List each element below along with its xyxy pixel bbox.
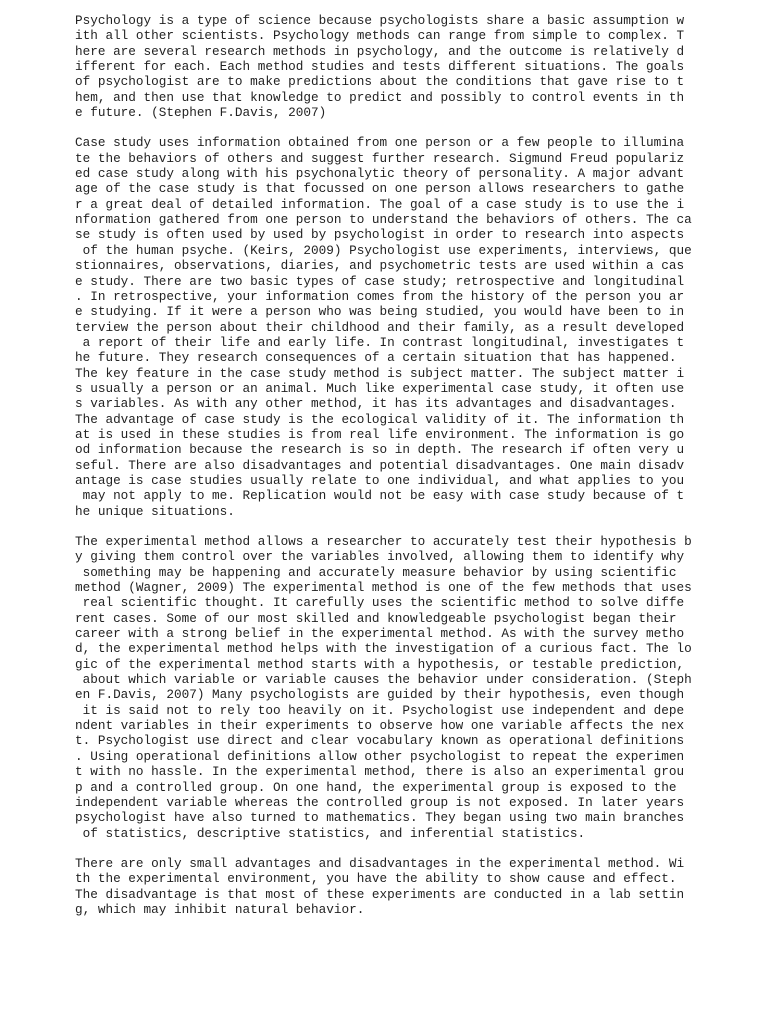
text-line: stionnaires, observations, diaries, and psychometric tests are used within a cas (75, 258, 685, 274)
text-line: independent variable whereas the controlled group is not exposed. In later years (75, 794, 685, 810)
paragraph-experimental-method (75, 534, 695, 841)
text-line: ed case study along with his psychonalytic theory of personality. A major advant (75, 166, 685, 182)
text-line: of statistics, descriptive statistics, and inferential statistics. (75, 825, 586, 841)
text-line: he unique situations. (75, 503, 235, 519)
text-line: about which variable or variable causes the behavior under consideration. (Steph (75, 672, 692, 688)
text-line: The advantage of case study is the ecological validity of it. The information th (75, 411, 685, 427)
text-line: rent cases. Some of our most skilled and knowledgeable psychologist began their (75, 610, 677, 626)
text-line: age of the case study is that focussed on one person allows researchers to gathe (75, 181, 685, 197)
text-line: g, which may inhibit natural behavior. (75, 901, 365, 917)
text-line: of the human psyche. (Keirs, 2009) Psychologist use experiments, interviews, que (75, 242, 692, 258)
text-line: en F.Davis, 2007) Many psychologists are guided by their hypothesis, even though (75, 687, 685, 703)
text-line: psychologist have also turned to mathematics. They began using two main branches (75, 810, 685, 826)
text-line: here are several research methods in psychology, and the outcome is relatively d (75, 43, 685, 59)
text-line: antage is case studies usually relate to one individual, and what applies to you (75, 472, 685, 488)
text-line: of psychologist are to make predictions about the conditions that gave rise to t (75, 74, 685, 90)
text-line: y giving them control over the variables involved, allowing them to identify why (75, 549, 685, 565)
text-line: od information because the research is so in depth. The research if often very u (75, 442, 685, 458)
text-line: e future. (Stephen F.Davis, 2007) (75, 105, 327, 121)
text-line: ith all other scientists. Psychology methods can range from simple to complex. T (75, 28, 685, 44)
text-line: . Using operational definitions allow other psychologist to repeat the experimen (75, 748, 685, 764)
text-line: t with no hassle. In the experimental method, there is also an experimental grou (75, 764, 685, 780)
text-line: it is said not to rely too heavily on it. Psychologist use independent and depe (75, 702, 685, 718)
text-line: r a great deal of detailed information. The goal of a case study is to use the i (75, 196, 685, 212)
text-line: p and a controlled group. On one hand, the experimental group is exposed to the (75, 779, 677, 795)
text-line: method (Wagner, 2009) The experimental method is one of the few methods that uses (75, 580, 692, 596)
text-line: There are only small advantages and disadvantages in the experimental method. Wi (75, 855, 685, 871)
paragraph-advantages (75, 856, 695, 917)
text-line: s usually a person or an animal. Much like experimental case study, it often use (75, 380, 685, 396)
document-page (75, 13, 695, 917)
text-line: gic of the experimental method starts with a hypothesis, or testable prediction, (75, 656, 685, 672)
paragraph-case-study (75, 135, 695, 519)
text-line: ifferent for each. Each method studies and tests different situations. The goals (75, 59, 685, 75)
text-line: The key feature in the case study method is subject matter. The subject matter i (75, 365, 685, 381)
text-line: t. Psychologist use direct and clear vocabulary known as operational definitions (75, 733, 685, 749)
text-line: hem, and then use that knowledge to predict and possibly to control events in th (75, 89, 685, 105)
text-line: Case study uses information obtained from one person or a few people to illumina (75, 135, 685, 151)
paragraph-intro (75, 13, 695, 120)
text-line: seful. There are also disadvantages and potential disadvantages. One main disadv (75, 457, 685, 473)
text-line: nformation gathered from one person to understand the behaviors of others. The ca (75, 212, 692, 228)
text-line: at is used in these studies is from real life environment. The information is go (75, 426, 685, 442)
text-line: career with a strong belief in the experimental method. As with the survey metho (75, 626, 685, 642)
text-line: se study is often used by used by psychologist in order to research into aspects (75, 227, 685, 243)
text-line: d, the experimental method helps with the investigation of a curious fact. The lo (75, 641, 692, 657)
text-line: e studying. If it were a person who was being studied, you would have been to in (75, 304, 685, 320)
text-line: The experimental method allows a researcher to accurately test their hypothesis b (75, 534, 692, 549)
text-line: s variables. As with any other method, it has its advantages and disadvantages. (75, 396, 677, 412)
text-line: ndent variables in their experiments to observe how one variable affects the nex (75, 718, 685, 734)
text-line: may not apply to me. Replication would not be easy with case study because of t (75, 488, 685, 504)
text-line: e study. There are two basic types of case study; retrospective and longitudinal (75, 273, 685, 289)
text-line: te the behaviors of others and suggest further research. Sigmund Freud populariz (75, 150, 685, 166)
text-line: real scientific thought. It carefully uses the scientific method to solve diffe (75, 595, 685, 611)
text-line: a report of their life and early life. In contrast longitudinal, investigates t (75, 334, 685, 350)
text-line: something may be happening and accurately measure behavior by using scientific (75, 564, 677, 580)
text-line: terview the person about their childhood and their family, as a result developed (75, 319, 685, 335)
text-line: . In retrospective, your information comes from the history of the person you ar (75, 288, 685, 304)
text-line: Psychology is a type of science because psychologists share a basic assumption w (75, 13, 685, 28)
text-line: th the experimental environment, you have the ability to show cause and effect. (75, 871, 677, 887)
text-line: he future. They research consequences of a certain situation that has happened. (75, 350, 677, 366)
text-line: The disadvantage is that most of these experiments are conducted in a lab settin (75, 886, 685, 902)
